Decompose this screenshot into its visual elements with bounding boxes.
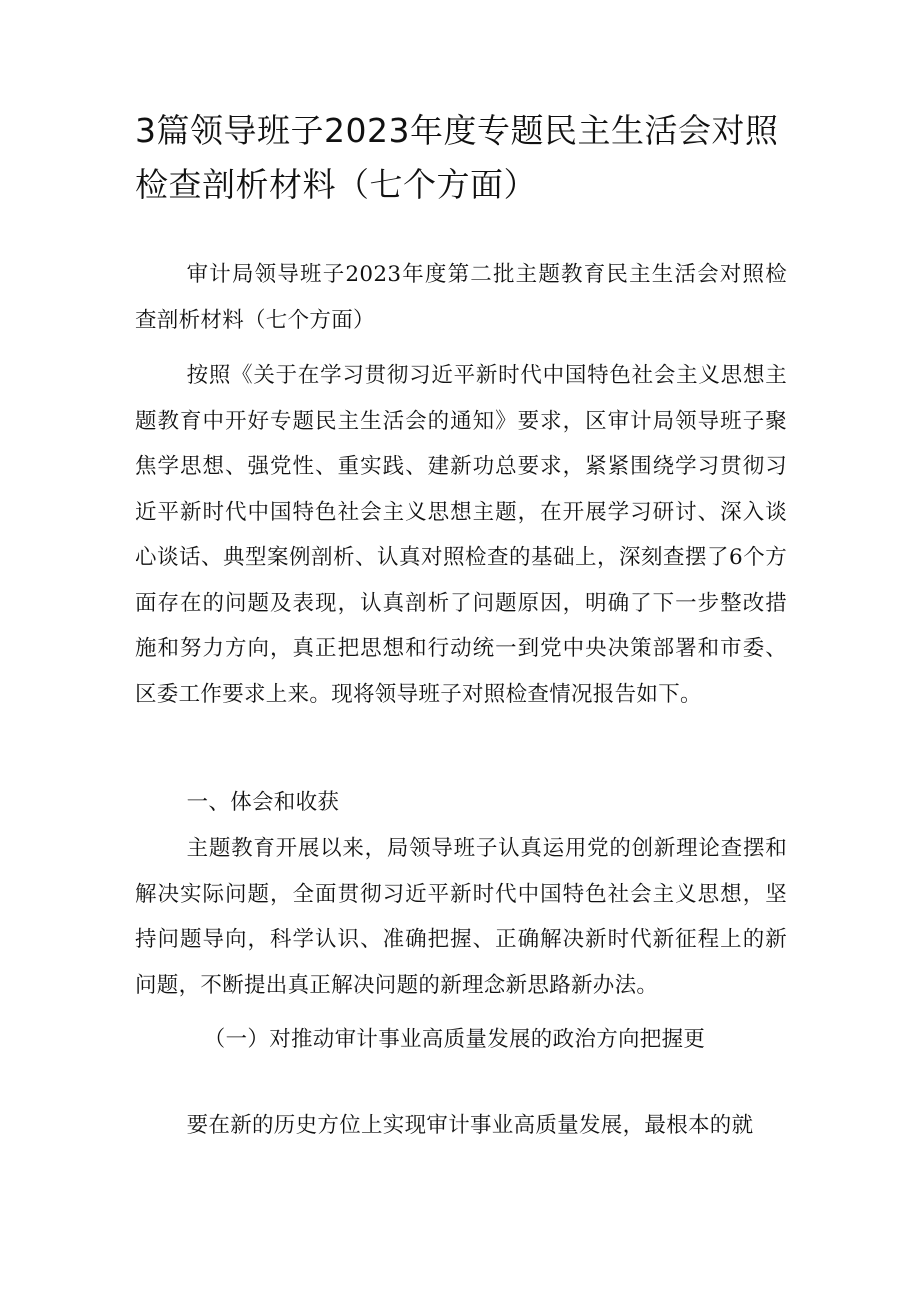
- intro-paragraph: 审计局领导班子2023年度第二批主题教育民主生活会对照检查剖析材料（七个方面）: [135, 262, 787, 333]
- notice-paragraph: 按照《关于在学习贯彻习近平新时代中国特色社会主义思想主题教育中开好专题民主生活会的通知》要求，区审计局领导班子聚焦学思想、强党性、重实践、建新功总要求，紧紧围绕学习贯彻习近平新时代中国特色社会主义思想主题，在开展学习研讨、深入谈心谈话、典型案例剖析、认真对照检查的基础上，深刻查摆了6个方面存在的问题及表现，认真剖析了问题原因，明确了下一步整改措施和努力方向，真正把思想和行动统一到党中央决策部署和市委、区委工作要求上来。现将领导班子对照检查情况报告如下。: [135, 363, 787, 707]
- document-title: 3篇领导班子2023年度专题民主生活会对照检查剖析材料（七个方面）: [135, 111, 779, 204]
- subsection-heading: （一）对推动审计事业高质量发展的政治方向把握更: [203, 1027, 706, 1052]
- section-body-paragraph: 主题教育开展以来，局领导班子认真运用党的创新理论查摆和解决实际问题，全面贯彻习近平新时代中国特色社会主义思想，坚持问题导向，科学认识、准确把握、正确解决新时代新征程上的新问题，不断提出真正解决问题的新理念新思路新办法。: [135, 836, 787, 998]
- section-heading: 一、体会和收获: [186, 790, 340, 815]
- subsection-body-paragraph: 要在新的历史方位上实现审计事业高质量发展，最根本的就: [186, 1113, 754, 1138]
